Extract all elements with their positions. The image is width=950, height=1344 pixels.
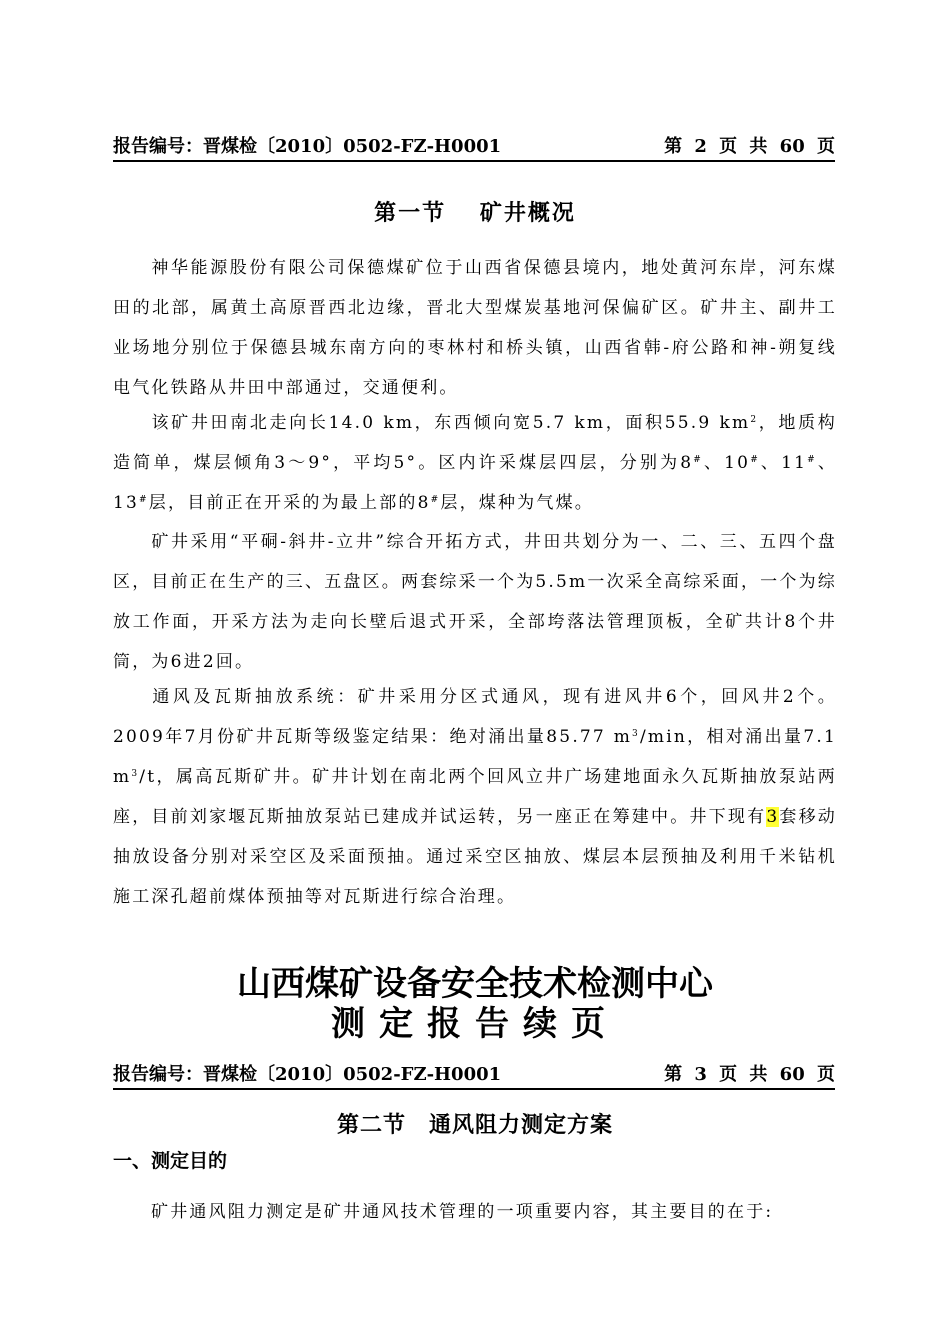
paragraph-text: ，地质构造简单，煤层倾角3～9°，平均5°。区内许采煤层四层，分别为8 [113,413,837,473]
paragraph-text: 套移动抽放设备分别对采空区及采面预抽。通过采空区抽放、煤层本层预抽及利用千米钻机施工深孔超前煤体预抽等对瓦斯进行综合治理。 [113,807,837,907]
superscript: 3 [131,769,140,779]
paragraph-text: 、11 [759,453,808,473]
page-number: 第 3 页 共 60 页 [664,1064,835,1085]
paragraph-ventilation [113,677,837,917]
section-title: 第二节 通风阻力测定方案 [336,1112,613,1138]
organization-name: 山西煤矿设备安全技术检测中心 [237,964,713,1004]
highlighted-number: 3 [766,807,780,827]
paragraph-text: 、10 [703,453,751,473]
paragraph-text: 通风及瓦斯抽放系统：矿井采用分区式通风，现有进风井6个，回风井2个。2009年7月份矿井瓦斯等级鉴定结果：绝对涌出量85.77 m [113,687,837,747]
seam-mark: # [430,495,441,505]
section-title: 第一节 矿井概况 [374,200,576,226]
superscript: 2 [750,415,759,425]
seam-mark: # [807,455,817,465]
paragraph-overview [113,248,837,408]
paragraph-text: 神华能源股份有限公司保德煤矿位于山西省保德县境内，地处黄河东岸，河东煤田的北部，属黄土高原晋西北边缘，晋北大型煤炭基地河保偏矿区。矿井主、副井工业场地分别位于保德县城东南方向的枣林村和桥头镇，山西省韩-府公路和神-朔复线电气化铁路从井田中部通过，交通便利。 [113,258,837,398]
paragraph-text: /t，属高瓦斯矿井。矿井计划在南北两个回风立井广场建地面永久瓦斯抽放泵站两座，目前刘家堰瓦斯抽放泵站已建成并试运转，另一座正在筹建中。井下现有 [113,767,837,827]
page-number: 第 2 页 共 60 页 [664,136,835,157]
superscript: 3 [632,729,640,739]
page-header [113,136,835,162]
paragraph-text: 矿井通风阻力测定是矿井通风技术管理的一项重要内容，其主要目的在于: [151,1202,774,1222]
paragraph-geology [113,403,837,523]
report-subtitle: 测定报告续页 [331,1004,619,1044]
paragraph-text: /min，相对涌出量7.1 m [113,727,837,787]
report-number: 报告编号：晋煤检〔2010〕0502-FZ-H0001 [113,136,502,157]
seam-mark: # [693,455,704,465]
report-number: 报告编号：晋煤检〔2010〕0502-FZ-H0001 [113,1064,502,1085]
subsection-heading: 一、测定目的 [113,1150,228,1172]
seam-mark: # [139,495,149,505]
paragraph-text: 矿井采用“平硐-斜井-立井”综合开拓方式，井田共划分为一、二、三、五四个盘区，目前正在生产的三、五盘区。两套综采一个为5.5m一次采全高综采面，一个为综放工作面，开采方法为走向长壁后退式开采，全部垮落法管理顶板，全矿共计8个井筒，为6进2回。 [113,532,837,672]
paragraph-text: 、13 [113,453,838,513]
seam-mark: # [750,455,760,465]
paragraph-text: 层，煤种为气煤。 [440,493,594,513]
paragraph-text: 该矿井田南北走向长14.0 km，东西倾向宽5.7 km，面积55.9 km [151,413,751,433]
page-header [113,1064,835,1090]
paragraph-purpose [113,1192,837,1232]
paragraph-text: 层，目前正在开采的为最上部的8 [148,493,431,513]
paragraph-development [113,522,837,682]
